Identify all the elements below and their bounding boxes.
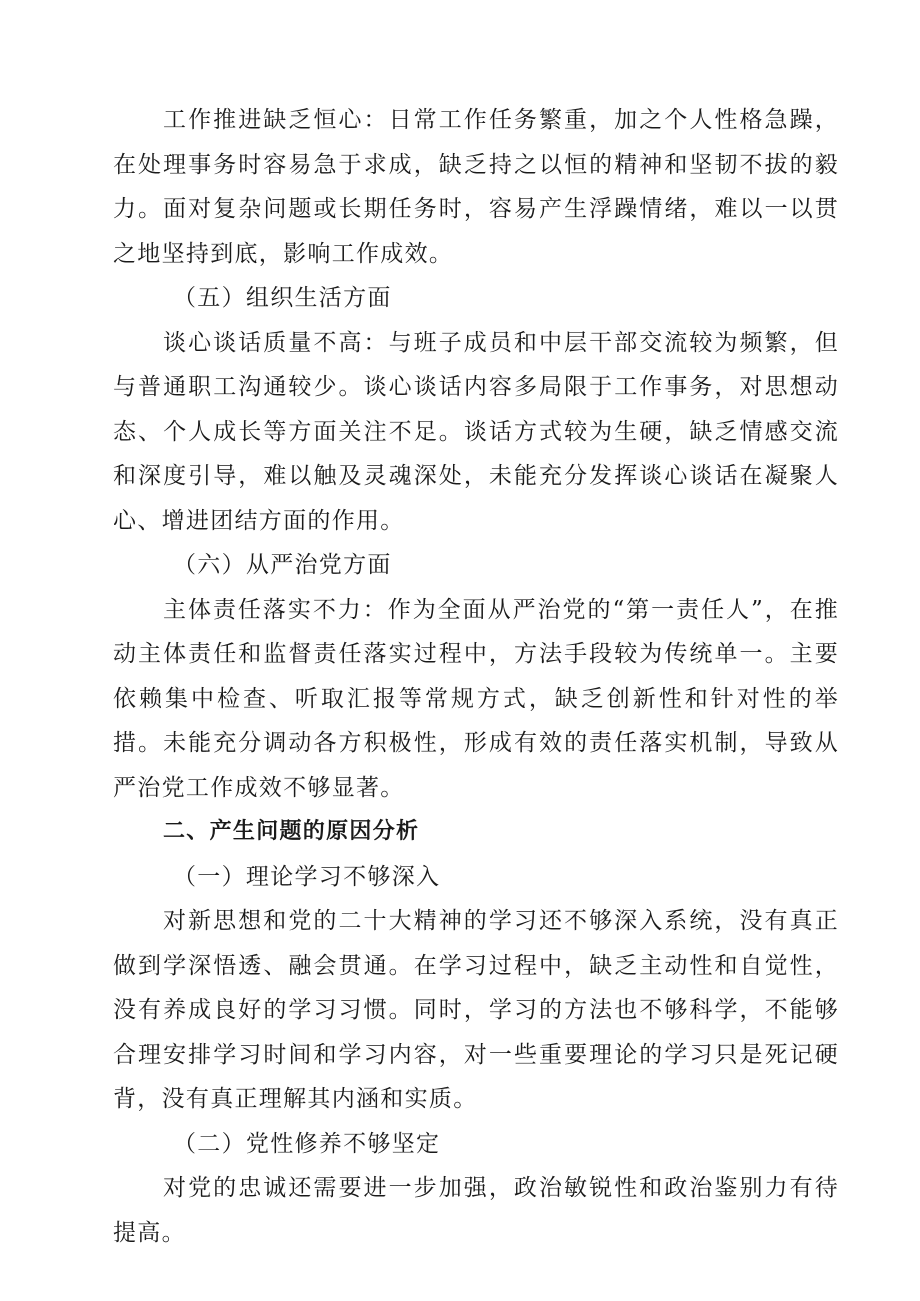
section-heading-cause-analysis: 二、产生问题的原因分析 <box>163 819 420 844</box>
subheading-party-spirit: （二）党性修养不够坚定 <box>173 1130 441 1157</box>
paragraph-work-persistence: 工作推进缺乏恒心：日常工作任务繁重，加之个人性格急躁，在处理事务时容易急于求成，缺乏持之以恒的精神和坚韧不拔的毅力。面对复杂问题或长期任务时，容易产生浮躁情绪，难以一以贯之地坚持到底，影响工作成效。 <box>113 107 839 267</box>
paragraph-theory-study: 对新思想和党的二十大精神的学习还不够深入系统，没有真正做到学深悟透、融会贯通。在学习过程中，缺乏主动性和自觉性，没有养成良好的学习习惯。同时，学习的方法也不够科学，不能够合理安排学习时间和学习内容，对一些重要理论的学习只是死记硬背，没有真正理解其内涵和实质。 <box>113 908 839 1112</box>
subheading-theory-study: （一）理论学习不够深入 <box>173 863 441 890</box>
document-body <box>113 98 839 1255</box>
subheading-strict-party-governance: （六）从严治党方面 <box>173 552 392 578</box>
paragraph-heart-to-heart-talk: 谈心谈话质量不高：与班子成员和中层干部交流较为频繁，但与普通职工沟通较少。谈心谈话内容多局限于工作事务，对思想动态、个人成长等方面关注不足。谈话方式较为生硬，缺乏情感交流和深度引导，难以触及灵魂深处，未能充分发挥谈心谈话在凝聚人心、增进团结方面的作用。 <box>113 329 839 534</box>
subheading-organizational-life: （五）组织生活方面 <box>173 285 392 311</box>
paragraph-main-responsibility: 主体责任落实不力：作为全面从严治党的“第一责任人”，在推动主体责任和监督责任落实过程中，方法手段较为传统单一。主要依赖集中检查、听取汇报等常规方式，缺乏创新性和针对性的举措。未能充分调动各方积极性，形成有效的责任落实机制，导致从严治党工作成效不够显著。 <box>113 596 839 801</box>
paragraph-party-loyalty: 对党的忠诚还需要进一步加强，政治敏锐性和政治鉴别力有待提高。 <box>113 1175 839 1246</box>
